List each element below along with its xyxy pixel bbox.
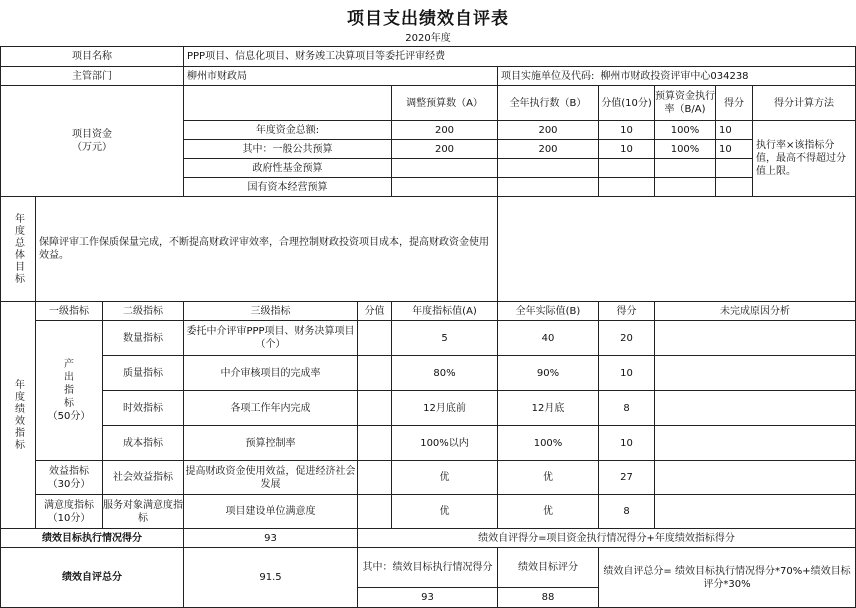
page-title: 项目支出绩效自评表 xyxy=(347,9,509,29)
indicator-level2: 社会效益指标 xyxy=(102,460,184,495)
funds-row-b: 200 xyxy=(497,120,599,140)
funds-row-b xyxy=(497,158,599,178)
funds-row-a: 200 xyxy=(391,120,498,140)
indicator-target: 12月底前 xyxy=(391,390,498,426)
funds-row-rate xyxy=(654,158,716,178)
funds-header-rate: 预算资金执行率（B/A) xyxy=(654,85,716,121)
indicator-target: 优 xyxy=(391,494,498,529)
funds-row-a xyxy=(391,158,498,178)
indicator-score: 10 xyxy=(598,355,655,391)
indicator-actual: 100% xyxy=(497,425,599,461)
indicator-level3: 各项工作年内完成 xyxy=(183,390,358,426)
total-score-label: 绩效自评总分 xyxy=(0,547,184,608)
funds-header-method: 得分计算方法 xyxy=(752,85,856,121)
indicator-score-value xyxy=(357,425,392,461)
department-label: 主管部门 xyxy=(0,66,184,86)
funds-header-a: 调整预算数（A） xyxy=(391,85,498,121)
funds-row-score-value xyxy=(598,177,655,197)
indicator-reason xyxy=(654,355,856,391)
funds-row-b xyxy=(497,177,599,197)
funds-row-name: 其中：一般公共预算 xyxy=(183,139,392,159)
indicator-actual: 40 xyxy=(497,320,599,356)
indicator-score: 8 xyxy=(598,494,655,529)
goal-text: 保障评审工作保质保量完成，不断提高财政评审效率，合理控制财政投资项目成本，提高财政资金使用效益。 xyxy=(35,196,498,302)
indicator-reason xyxy=(654,390,856,426)
indicator-score-value xyxy=(357,390,392,426)
indicator-target: 5 xyxy=(391,320,498,356)
indicators-header-score-value: 分值 xyxy=(357,301,392,321)
indicator-score-value xyxy=(357,460,392,495)
indicator-level3: 中介审核项目的完成率 xyxy=(183,355,358,391)
indicator-score: 20 xyxy=(598,320,655,356)
output-indicator-label: 产 出 指 标 （50分） xyxy=(35,320,103,461)
total-formula: 绩效自评总分= 绩效目标执行情况得分*70%+绩效目标评分*30% xyxy=(598,547,856,608)
funds-row-a xyxy=(391,177,498,197)
indicator-actual: 90% xyxy=(497,355,599,391)
indicator-reason xyxy=(654,460,856,495)
funds-header-blank xyxy=(183,85,392,121)
indicator-score-value xyxy=(357,320,392,356)
funds-header-score-value: 分值(10分) xyxy=(598,85,655,121)
indicator-level3: 委托中介评审PPP项目、财务决算项目（个） xyxy=(183,320,358,356)
indicators-header-target: 年度指标值(A) xyxy=(391,301,498,321)
indicator-level2: 时效指标 xyxy=(102,390,184,426)
indicators-header-level3: 三级指标 xyxy=(183,301,358,321)
goal-blank xyxy=(497,196,856,302)
benefit-indicator-label: 效益指标 （30分） xyxy=(35,460,103,495)
funds-row-score: 10 xyxy=(715,120,753,140)
funds-row-a: 200 xyxy=(391,139,498,159)
indicator-actual: 优 xyxy=(497,494,599,529)
funds-row-score-value: 10 xyxy=(598,139,655,159)
indicators-header-level1: 一级指标 xyxy=(35,301,103,321)
indicator-target: 优 xyxy=(391,460,498,495)
indicator-score: 27 xyxy=(598,460,655,495)
indicator-actual: 12月底 xyxy=(497,390,599,426)
funds-row-rate: 100% xyxy=(654,139,716,159)
satisfaction-indicator-label: 满意度指标 （10分） xyxy=(35,494,103,529)
indicators-header-reason: 未完成原因分析 xyxy=(654,301,856,321)
funds-header-b: 全年执行数（B） xyxy=(497,85,599,121)
total-score-value: 91.5 xyxy=(183,547,358,608)
implementing-unit xyxy=(497,66,856,86)
funds-row-score: 10 xyxy=(715,139,753,159)
indicator-actual: 优 xyxy=(497,460,599,495)
project-name-label: 项目名称 xyxy=(0,46,184,67)
indicator-score-value xyxy=(357,355,392,391)
indicators-header-actual: 全年实际值(B) xyxy=(497,301,599,321)
exec-score-value: 93 xyxy=(183,528,358,548)
indicator-level2: 服务对象满意度指标 xyxy=(102,494,184,529)
indicator-target: 100%以内 xyxy=(391,425,498,461)
funds-row-score xyxy=(715,177,753,197)
indicator-reason xyxy=(654,494,856,529)
indicators-header-score: 得分 xyxy=(598,301,655,321)
indicator-level2: 成本指标 xyxy=(102,425,184,461)
project-name-value: PPP项目、信息化项目、财务竣工决算项目等委托评审经费 xyxy=(183,46,856,67)
implementing-unit-label: 项目实施单位及代码: xyxy=(501,70,595,82)
indicators-label: 年度绩效指标 xyxy=(0,301,36,529)
page-year: 2020年度 xyxy=(405,33,451,44)
indicator-level3: 项目建设单位满意度 xyxy=(183,494,358,529)
implementing-unit-value: 柳州市财政投资评审中心034238 xyxy=(600,70,749,82)
funds-row-name: 国有资本经营预算 xyxy=(183,177,392,197)
indicator-score-value xyxy=(357,494,392,529)
funds-method: 执行率×该指标分值，最高不得超过分值上限。 xyxy=(752,120,856,197)
funds-row-rate: 100% xyxy=(654,120,716,140)
funds-header-score: 得分 xyxy=(715,85,753,121)
sub-goal-value: 88 xyxy=(497,587,599,608)
indicator-score: 8 xyxy=(598,390,655,426)
indicator-level2: 数量指标 xyxy=(102,320,184,356)
sub-exec-value: 93 xyxy=(357,587,498,608)
sub-goal-label: 绩效目标评分 xyxy=(497,547,599,588)
funds-row-b: 200 xyxy=(497,139,599,159)
goal-label: 年度总体目标 xyxy=(0,196,36,302)
indicator-level3: 预算控制率 xyxy=(183,425,358,461)
indicator-reason xyxy=(654,425,856,461)
indicator-level2: 质量指标 xyxy=(102,355,184,391)
indicator-target: 80% xyxy=(391,355,498,391)
department-value: 柳州市财政局 xyxy=(183,66,498,86)
indicators-header-level2: 二级指标 xyxy=(102,301,184,321)
funds-row-rate xyxy=(654,177,716,197)
funds-row-name: 政府性基金预算 xyxy=(183,158,392,178)
score-formula: 绩效自评得分=项目资金执行情况得分+年度绩效指标得分 xyxy=(357,528,856,548)
funds-label: 项目资金 （万元） xyxy=(0,85,184,197)
exec-score-label: 绩效目标执行情况得分 xyxy=(0,528,184,548)
funds-row-score-value: 10 xyxy=(598,120,655,140)
funds-row-score-value xyxy=(598,158,655,178)
indicator-reason xyxy=(654,320,856,356)
sub-exec-label: 其中：绩效目标执行情况得分 xyxy=(357,547,498,588)
funds-row-score xyxy=(715,158,753,178)
indicator-score: 10 xyxy=(598,425,655,461)
funds-row-name: 年度资金总额: xyxy=(183,120,392,140)
indicator-level3: 提高财政资金使用效益，促进经济社会发展 xyxy=(183,460,358,495)
